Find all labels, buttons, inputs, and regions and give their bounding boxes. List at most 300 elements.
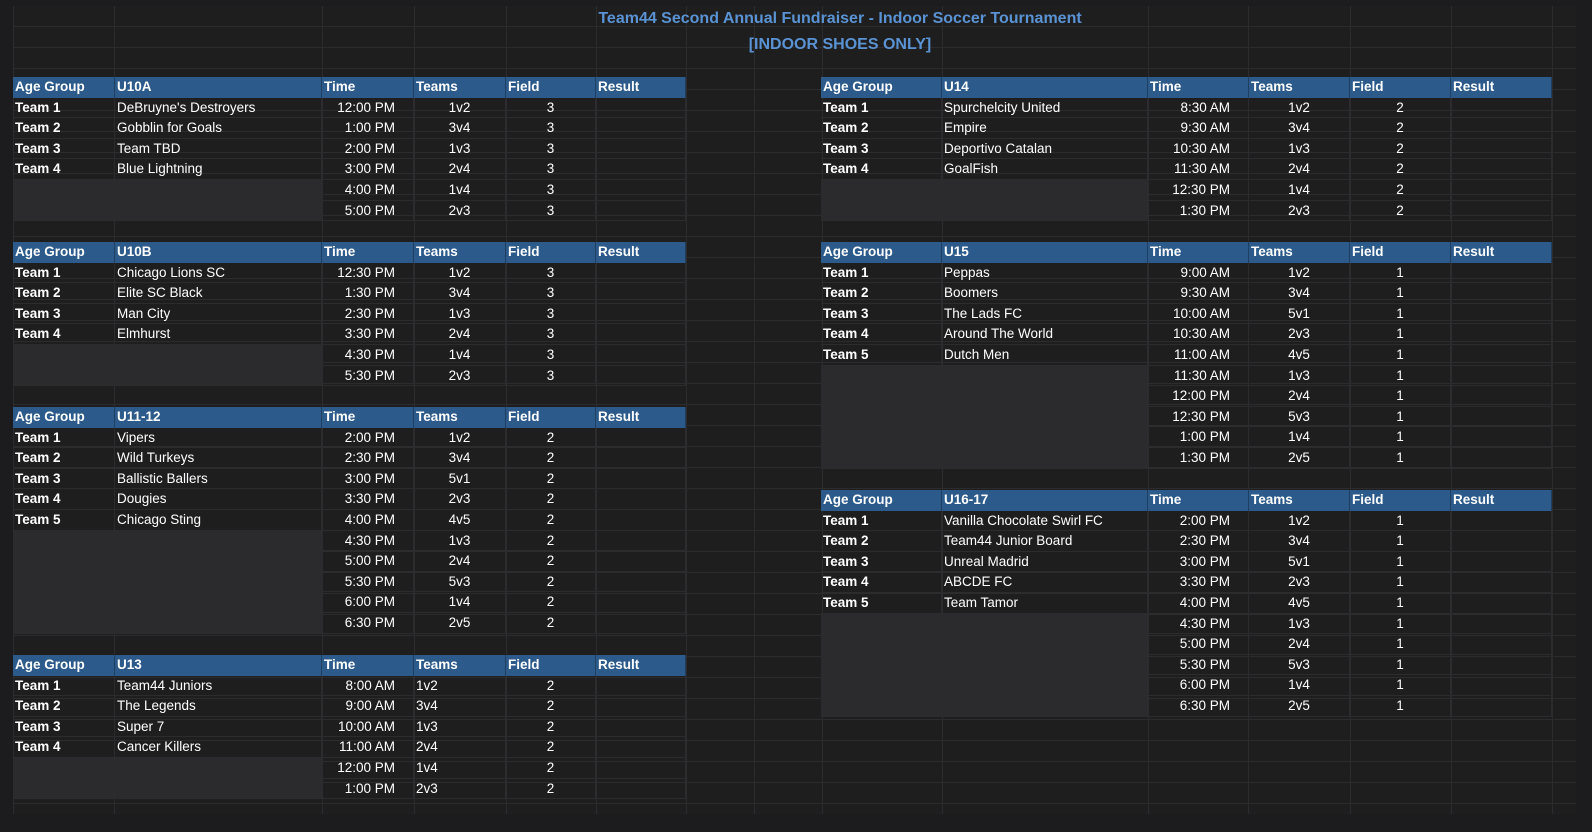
- header-age-group[interactable]: Age Group: [821, 242, 942, 263]
- field-cell[interactable]: 2: [506, 696, 596, 717]
- team-label-cell[interactable]: [821, 407, 942, 428]
- matchup-cell[interactable]: 3v4: [414, 448, 506, 469]
- time-cell[interactable]: 10:00 AM: [322, 717, 414, 738]
- team-name-cell[interactable]: Unreal Madrid: [942, 552, 1148, 573]
- team-name-cell[interactable]: [942, 634, 1148, 655]
- team-name-cell[interactable]: [115, 531, 322, 552]
- field-cell[interactable]: 3: [506, 159, 596, 180]
- field-cell[interactable]: 3: [506, 283, 596, 304]
- header-field[interactable]: Field: [506, 242, 596, 263]
- header-time[interactable]: Time: [322, 407, 414, 428]
- result-cell[interactable]: [596, 263, 686, 284]
- field-cell[interactable]: 2: [506, 758, 596, 779]
- matchup-cell[interactable]: 2v4: [1249, 634, 1350, 655]
- result-cell[interactable]: [1451, 614, 1552, 635]
- time-cell[interactable]: 8:00 AM: [322, 676, 414, 697]
- team-label-cell[interactable]: [13, 572, 115, 593]
- time-cell[interactable]: 9:30 AM: [1148, 118, 1249, 139]
- team-label-cell[interactable]: Team 2: [821, 531, 942, 552]
- header-teams[interactable]: Teams: [414, 655, 506, 676]
- result-cell[interactable]: [1451, 324, 1552, 345]
- field-cell[interactable]: 2: [1350, 118, 1451, 139]
- team-label-cell[interactable]: Team 1: [821, 98, 942, 119]
- result-cell[interactable]: [1451, 511, 1552, 532]
- result-cell[interactable]: [1451, 448, 1552, 469]
- time-cell[interactable]: 4:00 PM: [322, 510, 414, 531]
- header-age-group[interactable]: Age Group: [821, 490, 942, 511]
- time-cell[interactable]: 1:00 PM: [322, 779, 414, 800]
- result-cell[interactable]: [596, 98, 686, 119]
- team-label-cell[interactable]: [821, 696, 942, 717]
- field-cell[interactable]: 1: [1350, 345, 1451, 366]
- time-cell[interactable]: 4:30 PM: [322, 531, 414, 552]
- field-cell[interactable]: 1: [1350, 448, 1451, 469]
- header-field[interactable]: Field: [506, 655, 596, 676]
- matchup-cell[interactable]: 1v4: [414, 180, 506, 201]
- time-cell[interactable]: 12:30 PM: [1148, 180, 1249, 201]
- matchup-cell[interactable]: 5v3: [1249, 655, 1350, 676]
- time-cell[interactable]: 5:30 PM: [1148, 655, 1249, 676]
- header-result[interactable]: Result: [1451, 77, 1552, 98]
- team-name-cell[interactable]: [115, 613, 322, 634]
- matchup-cell[interactable]: 2v3: [414, 201, 506, 222]
- field-cell[interactable]: 2: [1350, 139, 1451, 160]
- team-name-cell[interactable]: [942, 696, 1148, 717]
- result-cell[interactable]: [596, 551, 686, 572]
- team-label-cell[interactable]: Team 1: [13, 263, 115, 284]
- team-name-cell[interactable]: Ballistic Ballers: [115, 469, 322, 490]
- result-cell[interactable]: [1451, 531, 1552, 552]
- team-name-cell[interactable]: Empire: [942, 118, 1148, 139]
- team-label-cell[interactable]: [821, 180, 942, 201]
- result-cell[interactable]: [596, 510, 686, 531]
- time-cell[interactable]: 3:30 PM: [322, 489, 414, 510]
- result-cell[interactable]: [596, 469, 686, 490]
- field-cell[interactable]: 3: [506, 118, 596, 139]
- field-cell[interactable]: 1: [1350, 263, 1451, 284]
- time-cell[interactable]: 3:00 PM: [322, 159, 414, 180]
- matchup-cell[interactable]: 1v4: [414, 758, 506, 779]
- team-name-cell[interactable]: Dougies: [115, 489, 322, 510]
- time-cell[interactable]: 2:30 PM: [322, 448, 414, 469]
- time-cell[interactable]: 11:00 AM: [1148, 345, 1249, 366]
- field-cell[interactable]: 2: [1350, 159, 1451, 180]
- header-teams[interactable]: Teams: [414, 407, 506, 428]
- team-label-cell[interactable]: [13, 758, 115, 779]
- header-teams[interactable]: Teams: [1249, 77, 1350, 98]
- field-cell[interactable]: 2: [1350, 201, 1451, 222]
- field-cell[interactable]: 1: [1350, 366, 1451, 387]
- matchup-cell[interactable]: 2v4: [1249, 159, 1350, 180]
- field-cell[interactable]: 2: [506, 737, 596, 758]
- header-result[interactable]: Result: [596, 407, 686, 428]
- time-cell[interactable]: 2:00 PM: [322, 428, 414, 449]
- matchup-cell[interactable]: 1v4: [414, 592, 506, 613]
- time-cell[interactable]: 1:00 PM: [1148, 427, 1249, 448]
- field-cell[interactable]: 3: [506, 98, 596, 119]
- team-label-cell[interactable]: [821, 427, 942, 448]
- header-time[interactable]: Time: [322, 655, 414, 676]
- header-age-group[interactable]: Age Group: [821, 77, 942, 98]
- field-cell[interactable]: 3: [506, 180, 596, 201]
- team-label-cell[interactable]: Team 1: [13, 676, 115, 697]
- team-label-cell[interactable]: Team 3: [821, 139, 942, 160]
- header-group-name[interactable]: U10A: [115, 77, 322, 98]
- field-cell[interactable]: 3: [506, 139, 596, 160]
- header-result[interactable]: Result: [1451, 242, 1552, 263]
- result-cell[interactable]: [596, 118, 686, 139]
- matchup-cell[interactable]: 2v3: [1249, 324, 1350, 345]
- result-cell[interactable]: [596, 613, 686, 634]
- header-field[interactable]: Field: [1350, 242, 1451, 263]
- team-label-cell[interactable]: Team 1: [13, 428, 115, 449]
- team-label-cell[interactable]: [13, 366, 115, 387]
- result-cell[interactable]: [596, 592, 686, 613]
- team-label-cell[interactable]: Team 3: [821, 304, 942, 325]
- team-name-cell[interactable]: Team44 Juniors: [115, 676, 322, 697]
- team-name-cell[interactable]: [942, 201, 1148, 222]
- field-cell[interactable]: 3: [506, 366, 596, 387]
- header-age-group[interactable]: Age Group: [13, 242, 115, 263]
- matchup-cell[interactable]: 5v3: [414, 572, 506, 593]
- team-label-cell[interactable]: Team 2: [13, 448, 115, 469]
- field-cell[interactable]: 2: [506, 489, 596, 510]
- result-cell[interactable]: [596, 304, 686, 325]
- result-cell[interactable]: [596, 489, 686, 510]
- matchup-cell[interactable]: 2v5: [1249, 696, 1350, 717]
- time-cell[interactable]: 6:00 PM: [1148, 675, 1249, 696]
- header-teams[interactable]: Teams: [1249, 242, 1350, 263]
- team-label-cell[interactable]: Team 3: [13, 717, 115, 738]
- result-cell[interactable]: [596, 572, 686, 593]
- matchup-cell[interactable]: 1v3: [1249, 366, 1350, 387]
- header-teams[interactable]: Teams: [414, 242, 506, 263]
- matchup-cell[interactable]: 3v4: [1249, 118, 1350, 139]
- field-cell[interactable]: 2: [506, 469, 596, 490]
- team-label-cell[interactable]: Team 4: [821, 572, 942, 593]
- matchup-cell[interactable]: 1v4: [1249, 180, 1350, 201]
- matchup-cell[interactable]: 1v2: [414, 428, 506, 449]
- header-result[interactable]: Result: [596, 77, 686, 98]
- field-cell[interactable]: 1: [1350, 675, 1451, 696]
- matchup-cell[interactable]: 1v3: [414, 531, 506, 552]
- matchup-cell[interactable]: 1v3: [414, 717, 506, 738]
- field-cell[interactable]: 1: [1350, 531, 1451, 552]
- field-cell[interactable]: 1: [1350, 572, 1451, 593]
- header-age-group[interactable]: Age Group: [13, 655, 115, 676]
- team-label-cell[interactable]: [13, 613, 115, 634]
- team-name-cell[interactable]: [942, 180, 1148, 201]
- time-cell[interactable]: 3:00 PM: [322, 469, 414, 490]
- team-label-cell[interactable]: Team 1: [821, 263, 942, 284]
- result-cell[interactable]: [1451, 263, 1552, 284]
- field-cell[interactable]: 1: [1350, 407, 1451, 428]
- matchup-cell[interactable]: 3v4: [414, 283, 506, 304]
- result-cell[interactable]: [1451, 675, 1552, 696]
- time-cell[interactable]: 4:00 PM: [1148, 593, 1249, 614]
- team-label-cell[interactable]: Team 5: [821, 593, 942, 614]
- matchup-cell[interactable]: 4v5: [1249, 345, 1350, 366]
- field-cell[interactable]: 1: [1350, 696, 1451, 717]
- result-cell[interactable]: [1451, 634, 1552, 655]
- result-cell[interactable]: [1451, 655, 1552, 676]
- matchup-cell[interactable]: 1v2: [1249, 263, 1350, 284]
- team-label-cell[interactable]: Team 4: [821, 324, 942, 345]
- matchup-cell[interactable]: 2v3: [1249, 572, 1350, 593]
- team-label-cell[interactable]: [13, 592, 115, 613]
- result-cell[interactable]: [1451, 159, 1552, 180]
- team-label-cell[interactable]: Team 4: [13, 737, 115, 758]
- field-cell[interactable]: 1: [1350, 324, 1451, 345]
- team-label-cell[interactable]: Team 2: [13, 696, 115, 717]
- result-cell[interactable]: [1451, 572, 1552, 593]
- field-cell[interactable]: 3: [506, 345, 596, 366]
- team-label-cell[interactable]: [13, 531, 115, 552]
- team-name-cell[interactable]: [115, 345, 322, 366]
- team-name-cell[interactable]: [942, 448, 1148, 469]
- time-cell[interactable]: 11:30 AM: [1148, 159, 1249, 180]
- header-field[interactable]: Field: [506, 407, 596, 428]
- field-cell[interactable]: 1: [1350, 593, 1451, 614]
- matchup-cell[interactable]: 1v2: [414, 98, 506, 119]
- team-label-cell[interactable]: [13, 201, 115, 222]
- team-label-cell[interactable]: [13, 345, 115, 366]
- matchup-cell[interactable]: 1v3: [1249, 139, 1350, 160]
- header-field[interactable]: Field: [1350, 77, 1451, 98]
- team-name-cell[interactable]: [942, 655, 1148, 676]
- team-label-cell[interactable]: [821, 634, 942, 655]
- result-cell[interactable]: [596, 696, 686, 717]
- result-cell[interactable]: [596, 737, 686, 758]
- result-cell[interactable]: [1451, 593, 1552, 614]
- time-cell[interactable]: 4:00 PM: [322, 180, 414, 201]
- matchup-cell[interactable]: 4v5: [1249, 593, 1350, 614]
- time-cell[interactable]: 1:00 PM: [322, 118, 414, 139]
- field-cell[interactable]: 2: [506, 572, 596, 593]
- result-cell[interactable]: [596, 159, 686, 180]
- time-cell[interactable]: 3:30 PM: [1148, 572, 1249, 593]
- team-name-cell[interactable]: Around The World: [942, 324, 1148, 345]
- time-cell[interactable]: 3:30 PM: [322, 324, 414, 345]
- result-cell[interactable]: [1451, 366, 1552, 387]
- result-cell[interactable]: [1451, 427, 1552, 448]
- team-label-cell[interactable]: [821, 614, 942, 635]
- team-label-cell[interactable]: Team 4: [13, 324, 115, 345]
- result-cell[interactable]: [596, 366, 686, 387]
- result-cell[interactable]: [1451, 139, 1552, 160]
- matchup-cell[interactable]: 2v4: [414, 551, 506, 572]
- result-cell[interactable]: [1451, 696, 1552, 717]
- matchup-cell[interactable]: 4v5: [414, 510, 506, 531]
- matchup-cell[interactable]: 1v3: [414, 304, 506, 325]
- time-cell[interactable]: 5:00 PM: [322, 551, 414, 572]
- time-cell[interactable]: 1:30 PM: [322, 283, 414, 304]
- header-result[interactable]: Result: [1451, 490, 1552, 511]
- header-field[interactable]: Field: [1350, 490, 1451, 511]
- field-cell[interactable]: 2: [506, 717, 596, 738]
- team-label-cell[interactable]: Team 2: [13, 283, 115, 304]
- header-group-name[interactable]: U11-12: [115, 407, 322, 428]
- team-name-cell[interactable]: [942, 386, 1148, 407]
- result-cell[interactable]: [596, 676, 686, 697]
- team-label-cell[interactable]: [821, 366, 942, 387]
- header-time[interactable]: Time: [1148, 242, 1249, 263]
- time-cell[interactable]: 5:00 PM: [1148, 634, 1249, 655]
- team-name-cell[interactable]: Vanilla Chocolate Swirl FC: [942, 511, 1148, 532]
- field-cell[interactable]: 2: [1350, 98, 1451, 119]
- result-cell[interactable]: [1451, 201, 1552, 222]
- team-label-cell[interactable]: [13, 779, 115, 800]
- team-label-cell[interactable]: Team 5: [821, 345, 942, 366]
- field-cell[interactable]: 1: [1350, 283, 1451, 304]
- time-cell[interactable]: 1:30 PM: [1148, 448, 1249, 469]
- matchup-cell[interactable]: 1v2: [414, 676, 506, 697]
- time-cell[interactable]: 8:30 AM: [1148, 98, 1249, 119]
- team-name-cell[interactable]: [115, 572, 322, 593]
- result-cell[interactable]: [596, 779, 686, 800]
- field-cell[interactable]: 1: [1350, 634, 1451, 655]
- time-cell[interactable]: 12:00 PM: [1148, 386, 1249, 407]
- matchup-cell[interactable]: 2v3: [414, 366, 506, 387]
- team-label-cell[interactable]: Team 4: [821, 159, 942, 180]
- header-time[interactable]: Time: [322, 77, 414, 98]
- result-cell[interactable]: [1451, 118, 1552, 139]
- header-time[interactable]: Time: [1148, 490, 1249, 511]
- team-label-cell[interactable]: [821, 655, 942, 676]
- team-name-cell[interactable]: [115, 779, 322, 800]
- team-label-cell[interactable]: [821, 448, 942, 469]
- field-cell[interactable]: 1: [1350, 304, 1451, 325]
- matchup-cell[interactable]: 1v2: [414, 263, 506, 284]
- result-cell[interactable]: [1451, 552, 1552, 573]
- team-label-cell[interactable]: Team 1: [13, 98, 115, 119]
- result-cell[interactable]: [596, 758, 686, 779]
- matchup-cell[interactable]: 5v3: [1249, 407, 1350, 428]
- time-cell[interactable]: 12:30 PM: [322, 263, 414, 284]
- team-name-cell[interactable]: Gobblin for Goals: [115, 118, 322, 139]
- team-name-cell[interactable]: The Legends: [115, 696, 322, 717]
- matchup-cell[interactable]: 1v3: [1249, 614, 1350, 635]
- time-cell[interactable]: 9:00 AM: [322, 696, 414, 717]
- matchup-cell[interactable]: 1v4: [1249, 427, 1350, 448]
- team-label-cell[interactable]: Team 3: [13, 304, 115, 325]
- matchup-cell[interactable]: 2v3: [414, 779, 506, 800]
- field-cell[interactable]: 2: [506, 779, 596, 800]
- team-name-cell[interactable]: [942, 675, 1148, 696]
- team-name-cell[interactable]: [115, 201, 322, 222]
- result-cell[interactable]: [596, 180, 686, 201]
- time-cell[interactable]: 9:30 AM: [1148, 283, 1249, 304]
- result-cell[interactable]: [596, 324, 686, 345]
- matchup-cell[interactable]: 3v4: [414, 118, 506, 139]
- result-cell[interactable]: [596, 428, 686, 449]
- field-cell[interactable]: 1: [1350, 552, 1451, 573]
- time-cell[interactable]: 11:30 AM: [1148, 366, 1249, 387]
- header-group-name[interactable]: U13: [115, 655, 322, 676]
- header-field[interactable]: Field: [506, 77, 596, 98]
- header-group-name[interactable]: U14: [942, 77, 1148, 98]
- header-time[interactable]: Time: [322, 242, 414, 263]
- time-cell[interactable]: 10:00 AM: [1148, 304, 1249, 325]
- team-name-cell[interactable]: Super 7: [115, 717, 322, 738]
- matchup-cell[interactable]: 5v1: [1249, 304, 1350, 325]
- matchup-cell[interactable]: 2v4: [414, 737, 506, 758]
- field-cell[interactable]: 2: [506, 510, 596, 531]
- team-name-cell[interactable]: Chicago Lions SC: [115, 263, 322, 284]
- team-name-cell[interactable]: DeBruyne's Destroyers: [115, 98, 322, 119]
- result-cell[interactable]: [596, 531, 686, 552]
- team-name-cell[interactable]: [115, 592, 322, 613]
- time-cell[interactable]: 11:00 AM: [322, 737, 414, 758]
- time-cell[interactable]: 9:00 AM: [1148, 263, 1249, 284]
- header-teams[interactable]: Teams: [1249, 490, 1350, 511]
- time-cell[interactable]: 4:30 PM: [1148, 614, 1249, 635]
- matchup-cell[interactable]: 2v4: [1249, 386, 1350, 407]
- field-cell[interactable]: 3: [506, 324, 596, 345]
- field-cell[interactable]: 3: [506, 304, 596, 325]
- team-label-cell[interactable]: Team 3: [13, 139, 115, 160]
- team-label-cell[interactable]: Team 2: [821, 118, 942, 139]
- header-age-group[interactable]: Age Group: [13, 407, 115, 428]
- time-cell[interactable]: 4:30 PM: [322, 345, 414, 366]
- time-cell[interactable]: 6:30 PM: [1148, 696, 1249, 717]
- matchup-cell[interactable]: 2v5: [414, 613, 506, 634]
- result-cell[interactable]: [1451, 407, 1552, 428]
- team-label-cell[interactable]: [821, 675, 942, 696]
- matchup-cell[interactable]: 5v1: [414, 469, 506, 490]
- team-label-cell[interactable]: Team 4: [13, 159, 115, 180]
- field-cell[interactable]: 1: [1350, 511, 1451, 532]
- team-name-cell[interactable]: Chicago Sting: [115, 510, 322, 531]
- team-name-cell[interactable]: Elite SC Black: [115, 283, 322, 304]
- team-name-cell[interactable]: [115, 758, 322, 779]
- team-name-cell[interactable]: [942, 427, 1148, 448]
- result-cell[interactable]: [596, 139, 686, 160]
- result-cell[interactable]: [1451, 283, 1552, 304]
- team-name-cell[interactable]: Team44 Junior Board: [942, 531, 1148, 552]
- team-name-cell[interactable]: Wild Turkeys: [115, 448, 322, 469]
- result-cell[interactable]: [596, 345, 686, 366]
- team-label-cell[interactable]: Team 5: [13, 510, 115, 531]
- matchup-cell[interactable]: 1v3: [414, 139, 506, 160]
- matchup-cell[interactable]: 1v4: [414, 345, 506, 366]
- time-cell[interactable]: 12:30 PM: [1148, 407, 1249, 428]
- time-cell[interactable]: 1:30 PM: [1148, 201, 1249, 222]
- field-cell[interactable]: 2: [506, 428, 596, 449]
- team-name-cell[interactable]: Peppas: [942, 263, 1148, 284]
- field-cell[interactable]: 3: [506, 263, 596, 284]
- team-name-cell[interactable]: The Lads FC: [942, 304, 1148, 325]
- team-label-cell[interactable]: Team 3: [821, 552, 942, 573]
- field-cell[interactable]: 1: [1350, 655, 1451, 676]
- field-cell[interactable]: 1: [1350, 386, 1451, 407]
- field-cell[interactable]: 2: [506, 531, 596, 552]
- team-name-cell[interactable]: Spurchelcity United: [942, 98, 1148, 119]
- header-result[interactable]: Result: [596, 242, 686, 263]
- header-age-group[interactable]: Age Group: [13, 77, 115, 98]
- header-teams[interactable]: Teams: [414, 77, 506, 98]
- team-name-cell[interactable]: ABCDE FC: [942, 572, 1148, 593]
- time-cell[interactable]: 6:30 PM: [322, 613, 414, 634]
- team-label-cell[interactable]: Team 3: [13, 469, 115, 490]
- result-cell[interactable]: [596, 448, 686, 469]
- matchup-cell[interactable]: 1v2: [1249, 98, 1350, 119]
- team-name-cell[interactable]: [942, 407, 1148, 428]
- team-label-cell[interactable]: [13, 180, 115, 201]
- team-label-cell[interactable]: Team 2: [821, 283, 942, 304]
- team-name-cell[interactable]: Elmhurst: [115, 324, 322, 345]
- field-cell[interactable]: 2: [506, 592, 596, 613]
